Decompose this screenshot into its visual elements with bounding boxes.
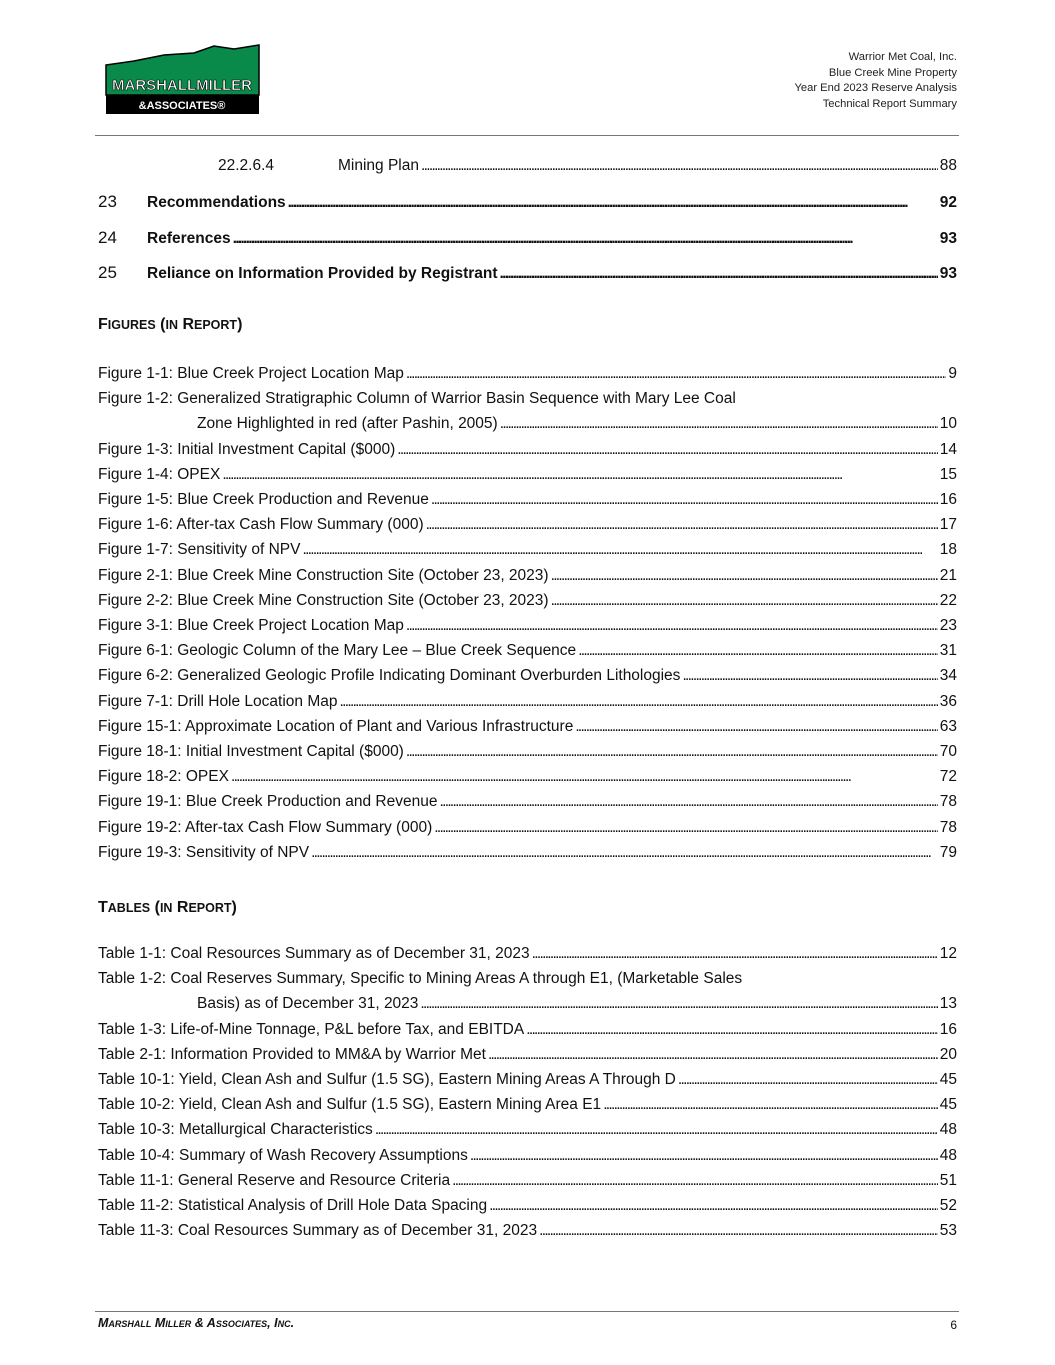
table-entry[interactable] <box>98 1218 957 1243</box>
entry-label: Figure 18-2: OPEX <box>98 768 229 786</box>
toc-entry[interactable] <box>98 189 957 214</box>
dot-leader <box>397 437 938 462</box>
dot-leader <box>288 190 938 215</box>
toc-entry[interactable] <box>98 260 957 285</box>
table-entry[interactable] <box>98 1017 957 1042</box>
dot-leader <box>311 840 938 865</box>
entry-page: 20 <box>939 1045 957 1063</box>
dot-leader <box>526 1017 938 1042</box>
dot-leader <box>434 815 938 840</box>
figure-entry[interactable] <box>98 815 957 840</box>
dot-leader <box>575 714 937 739</box>
table-entry[interactable] <box>98 1143 957 1168</box>
entry-label: Figure 1-4: OPEX <box>98 465 221 483</box>
table-entry[interactable] <box>98 1117 957 1142</box>
toc-number: 25 <box>98 263 117 282</box>
toc-entry[interactable] <box>218 153 957 178</box>
entry-label: Table 11-1: General Reserve and Resource Criteria <box>98 1171 451 1189</box>
company-logo <box>104 43 261 116</box>
toc-page: 93 <box>939 265 957 282</box>
header-line: Warrior Met Coal, Inc. <box>848 51 957 63</box>
svg-text:&ASSOCIATES®: &ASSOCIATES® <box>138 100 226 112</box>
dot-leader <box>426 512 938 537</box>
figure-entry[interactable] <box>197 411 957 436</box>
figure-entry[interactable] <box>98 462 957 487</box>
entry-label: Figure 15-1: Approximate Location of Plant and Various Infrastructure <box>98 717 574 735</box>
entry-page: 45 <box>939 1096 957 1114</box>
dot-leader <box>603 1092 938 1117</box>
entry-label: Basis) as of December 31, 2023 <box>197 995 419 1013</box>
entry-label: Figure 6-1: Geologic Column of the Mary Lee – Blue Creek Sequence <box>98 642 577 660</box>
entry-page: 17 <box>939 516 957 534</box>
dot-leader <box>439 789 937 814</box>
entry-label: Figure 1-5: Blue Creek Production and Revenue <box>98 491 429 508</box>
dot-leader <box>470 1143 938 1168</box>
entry-label: Table 10-1: Yield, Clean Ash and Sulfur (1.5 SG), Eastern Mining Areas A Through D <box>98 1071 676 1088</box>
dot-leader <box>302 537 937 562</box>
header-line: Technical Report Summary <box>822 97 957 110</box>
entry-page: 48 <box>939 1146 957 1164</box>
entry-label: Figure 2-1: Blue Creek Mine Construction Site (October 23, 2023) <box>98 566 549 584</box>
table-entry[interactable] <box>98 1168 957 1193</box>
figure-entry[interactable] <box>98 663 957 688</box>
dot-leader <box>406 613 938 638</box>
header-line: Year End 2023 Reserve Analysis <box>794 82 957 94</box>
footer-company: Marshall Miller & Associates, Inc. <box>98 1316 295 1330</box>
dot-leader <box>500 261 938 286</box>
entry-label: Table 2-1: Information Provided to MM&A by Warrior Met <box>98 1045 486 1063</box>
toc-label: Mining Plan <box>338 157 419 174</box>
entry-page: 52 <box>939 1197 957 1214</box>
svg-text:MARSHALLMILLER: MARSHALLMILLER <box>112 77 252 94</box>
figure-entry[interactable] <box>98 638 957 663</box>
figure-entry[interactable] <box>98 386 957 411</box>
dot-leader <box>489 1193 938 1218</box>
toc-label: Recommendations <box>147 194 286 211</box>
toc-label: Reliance on Information Provided by Registrant <box>147 265 498 282</box>
dot-leader <box>578 638 938 663</box>
dot-leader <box>452 1168 938 1193</box>
entry-label: Table 10-3: Metallurgical Characteristics <box>98 1121 373 1139</box>
entry-page: 16 <box>939 491 957 508</box>
dot-leader <box>682 663 937 688</box>
dot-leader <box>539 1218 938 1243</box>
header-divider <box>95 135 959 136</box>
toc-entry[interactable] <box>98 225 957 250</box>
figure-entry[interactable] <box>98 487 957 512</box>
entry-label: Table 1-2: Coal Reserves Summary, Specific to Mining Areas A through E1, (Marketable Sales <box>98 970 743 988</box>
dot-leader <box>420 991 937 1016</box>
document-header <box>794 50 957 112</box>
entry-label: Table 10-2: Yield, Clean Ash and Sulfur (1.5 SG), Eastern Mining Area E1 <box>98 1096 602 1114</box>
entry-page: 15 <box>939 465 957 483</box>
entry-label: Figure 1-6: After-tax Cash Flow Summary (000) <box>98 516 424 534</box>
dot-leader <box>488 1042 938 1067</box>
figure-entry[interactable] <box>98 789 957 814</box>
entry-page: 79 <box>939 843 957 861</box>
entry-page: 13 <box>939 995 957 1013</box>
entry-page: 45 <box>939 1071 957 1088</box>
entry-label: Figure 19-2: After-tax Cash Flow Summary (000) <box>98 818 433 836</box>
tables-heading: TABLES (IN REPORT) <box>98 899 237 916</box>
header-line: Blue Creek Mine Property <box>828 66 957 79</box>
dot-leader <box>421 153 938 178</box>
entry-label: Figure 6-2: Generalized Geologic Profile Indicating Dominant Overburden Lithologies <box>98 667 681 685</box>
dot-leader <box>233 226 938 251</box>
entry-label: Figure 18-1: Initial Investment Capital ($000) <box>98 743 404 760</box>
toc-page: 88 <box>939 157 957 174</box>
dot-leader <box>500 411 938 436</box>
table-entry[interactable] <box>98 1042 957 1067</box>
dot-leader <box>551 588 938 613</box>
entry-label: Figure 2-2: Blue Creek Mine Construction Site (October 23, 2023) <box>98 591 549 609</box>
entry-label: Figure 1-2: Generalized Stratigraphic Column of Warrior Basin Sequence with Mary Lee Coal <box>98 390 736 408</box>
dot-leader <box>678 1067 938 1092</box>
entry-page: 51 <box>939 1171 957 1189</box>
entry-page: 31 <box>939 642 957 660</box>
entry-label: Figure 1-7: Sensitivity of NPV <box>98 541 301 559</box>
entry-page: 36 <box>939 692 957 710</box>
figure-entry[interactable] <box>98 764 957 789</box>
entry-page: 14 <box>939 440 957 458</box>
entry-label: Table 10-4: Summary of Wash Recovery Assumptions <box>98 1146 468 1164</box>
entry-label: Zone Highlighted in red (after Pashin, 2005) <box>197 415 498 433</box>
toc-number: 22.2.6.4 <box>218 157 275 174</box>
figure-entry[interactable] <box>98 714 957 739</box>
entry-page: 12 <box>939 945 957 962</box>
page-number: 6 <box>950 1318 957 1332</box>
figure-entry[interactable] <box>98 840 957 865</box>
dot-leader <box>222 462 937 487</box>
entry-label: Table 1-1: Coal Resources Summary as of December 31, 2023 <box>98 945 530 962</box>
toc-page: 92 <box>939 194 957 211</box>
entry-page: 70 <box>939 743 957 760</box>
entry-page: 18 <box>939 541 957 559</box>
table-entry[interactable] <box>197 991 957 1016</box>
dot-leader <box>231 764 938 789</box>
entry-label: Figure 7-1: Drill Hole Location Map <box>98 692 338 710</box>
entry-page: 53 <box>939 1222 957 1240</box>
entry-page: 23 <box>939 617 957 634</box>
entry-label: Figure 19-1: Blue Creek Production and Revenue <box>98 793 438 811</box>
figures-heading: FIGURES (IN REPORT) <box>98 316 243 333</box>
dot-leader <box>431 487 938 512</box>
dot-leader <box>340 689 938 714</box>
entry-page: 22 <box>939 591 957 609</box>
entry-page: 72 <box>939 768 957 786</box>
figure-entry[interactable] <box>98 613 957 638</box>
figure-entry[interactable] <box>98 361 957 386</box>
figure-entry[interactable] <box>98 588 957 613</box>
entry-label: Figure 3-1: Blue Creek Project Location Map <box>98 617 404 634</box>
table-entry[interactable] <box>98 941 957 966</box>
entry-page: 9 <box>948 365 957 382</box>
table-entry[interactable] <box>98 1067 957 1092</box>
entry-page: 48 <box>939 1121 957 1139</box>
table-entry[interactable] <box>98 1092 957 1117</box>
figure-entry[interactable] <box>98 563 957 588</box>
entry-label: Figure 19-3: Sensitivity of NPV <box>98 843 310 861</box>
figure-entry[interactable] <box>98 512 957 537</box>
entry-page: 16 <box>939 1020 957 1038</box>
entry-label: Figure 1-1: Blue Creek Project Location Map <box>98 365 404 382</box>
toc-number: 23 <box>98 192 117 211</box>
figure-entry[interactable] <box>98 689 957 714</box>
toc-label: References <box>147 230 231 247</box>
entry-page: 63 <box>939 717 957 735</box>
entry-page: 34 <box>939 667 957 685</box>
toc-number: 24 <box>98 228 117 247</box>
entry-label: Table 11-3: Coal Resources Summary as of December 31, 2023 <box>98 1222 538 1240</box>
dot-leader <box>551 563 938 588</box>
toc-page: 93 <box>939 230 957 247</box>
entry-page: 78 <box>939 793 957 811</box>
entry-page: 21 <box>939 566 957 584</box>
entry-label: Figure 1-3: Initial Investment Capital ($000) <box>98 440 396 458</box>
dot-leader <box>375 1117 938 1142</box>
footer-divider <box>95 1311 959 1312</box>
dot-leader <box>406 361 947 386</box>
figure-entry[interactable] <box>98 537 957 562</box>
dot-leader <box>532 941 938 966</box>
entry-label: Table 1-3: Life-of-Mine Tonnage, P&L before Tax, and EBITDA <box>98 1020 525 1038</box>
entry-label: Table 11-2: Statistical Analysis of Drill Hole Data Spacing <box>98 1197 488 1214</box>
figure-entry[interactable] <box>98 437 957 462</box>
dot-leader <box>406 739 938 764</box>
figure-entry[interactable] <box>98 739 957 764</box>
entry-page: 78 <box>939 818 957 836</box>
table-entry[interactable] <box>98 966 957 991</box>
entry-page: 10 <box>939 415 957 433</box>
table-entry[interactable] <box>98 1193 957 1218</box>
